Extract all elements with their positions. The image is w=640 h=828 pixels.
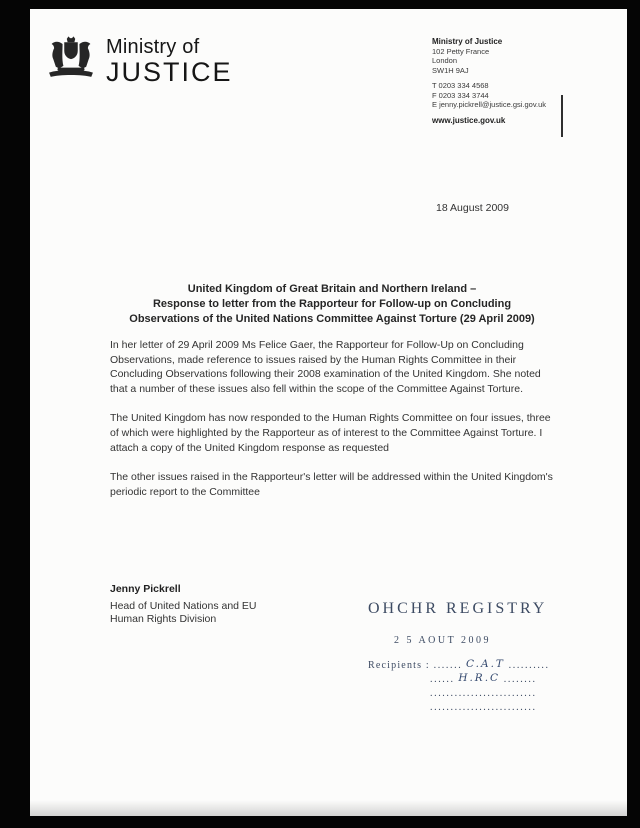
handwritten-recipient-2: H.R.C [458,672,501,684]
address-street: 102 Petty France [432,46,490,56]
address-fax: F 0203 334 3744 [432,90,489,100]
registry-stamp [368,600,613,714]
stamp-dotted-line: .......................... [430,702,537,713]
scan-artifact-line [561,95,563,137]
signature-role-line1: Head of United Nations and EU [110,599,257,612]
title-line: Observations of the United Nations Committee Against Torture (29 April 2009) [129,313,535,325]
moj-logo [106,36,233,86]
address-website: www.justice.gov.uk [432,115,506,125]
title-line: United Kingdom of Great Britain and Northern Ireland – [187,283,477,295]
letter-paragraph: The other issues raised in the Rapporteur's letter will be addressed within the United Kingdom's periodic report to the Committee [110,471,553,498]
address-city: London [432,56,458,65]
letter-title [108,282,556,327]
letter-paragraph: The United Kingdom has now responded to the Human Rights Committee on four issues, three of which were highlighted by the Rapporteur as of interest to the Committee Against Torture. I attach a copy of the United Kingdom response as requested [110,412,551,454]
letter-body [110,338,557,514]
royal-coat-of-arms-icon [44,35,98,85]
letter-paper [30,9,627,816]
stamp-empty-row [430,701,613,714]
stamp-dotted-line: ...... [430,674,455,685]
address-postcode: SW1H 9AJ [432,65,469,75]
dept-name-line2: JUSTICE [106,57,233,87]
address-name: Ministry of Justice [432,37,503,46]
stamp-recipients-label: Recipients : [368,660,430,671]
signature-block [110,583,257,627]
stamp-recipients-row-2 [430,673,613,686]
stamp-dotted-line: .......... [508,660,550,671]
signature-role-line2: Human Rights Division [110,613,217,625]
stamp-dotted-line: ....... [433,660,463,671]
stamp-dotted-line: .......................... [430,688,537,699]
handwritten-recipient-1: C.A.T [466,658,505,670]
title-line: Response to letter from the Rapporteur for Follow-up on Concluding [152,298,512,310]
letter-date: 18 August 2009 [436,202,509,214]
stamp-recipients-row [368,659,613,672]
stamp-registry-title: OHCHR REGISTRY [368,600,548,617]
signature-name: Jenny Pickrell [110,583,181,595]
address-email: E jenny.pickrell@justice.gsi.gov.uk [432,100,547,109]
dept-name-line1: Ministry of [106,36,200,58]
stamp-dotted-line: ........ [503,674,537,685]
letterhead-address [432,37,546,125]
stamp-empty-row [430,687,613,700]
letter-paragraph: In her letter of 29 April 2009 Ms Felice Gaer, the Rapporteur for Follow-Up on Concluding Observations, made reference to issues raised by the Human Rights Committee in their Concluding Observations following their 2008 examination of the United Kingdom. She noted that a number of these issues also fell within the scope of the Committee Against Torture. [110,339,541,395]
address-tel: T 0203 334 4568 [432,81,489,90]
stamp-date: 2 5 AOUT 2009 [394,635,492,646]
